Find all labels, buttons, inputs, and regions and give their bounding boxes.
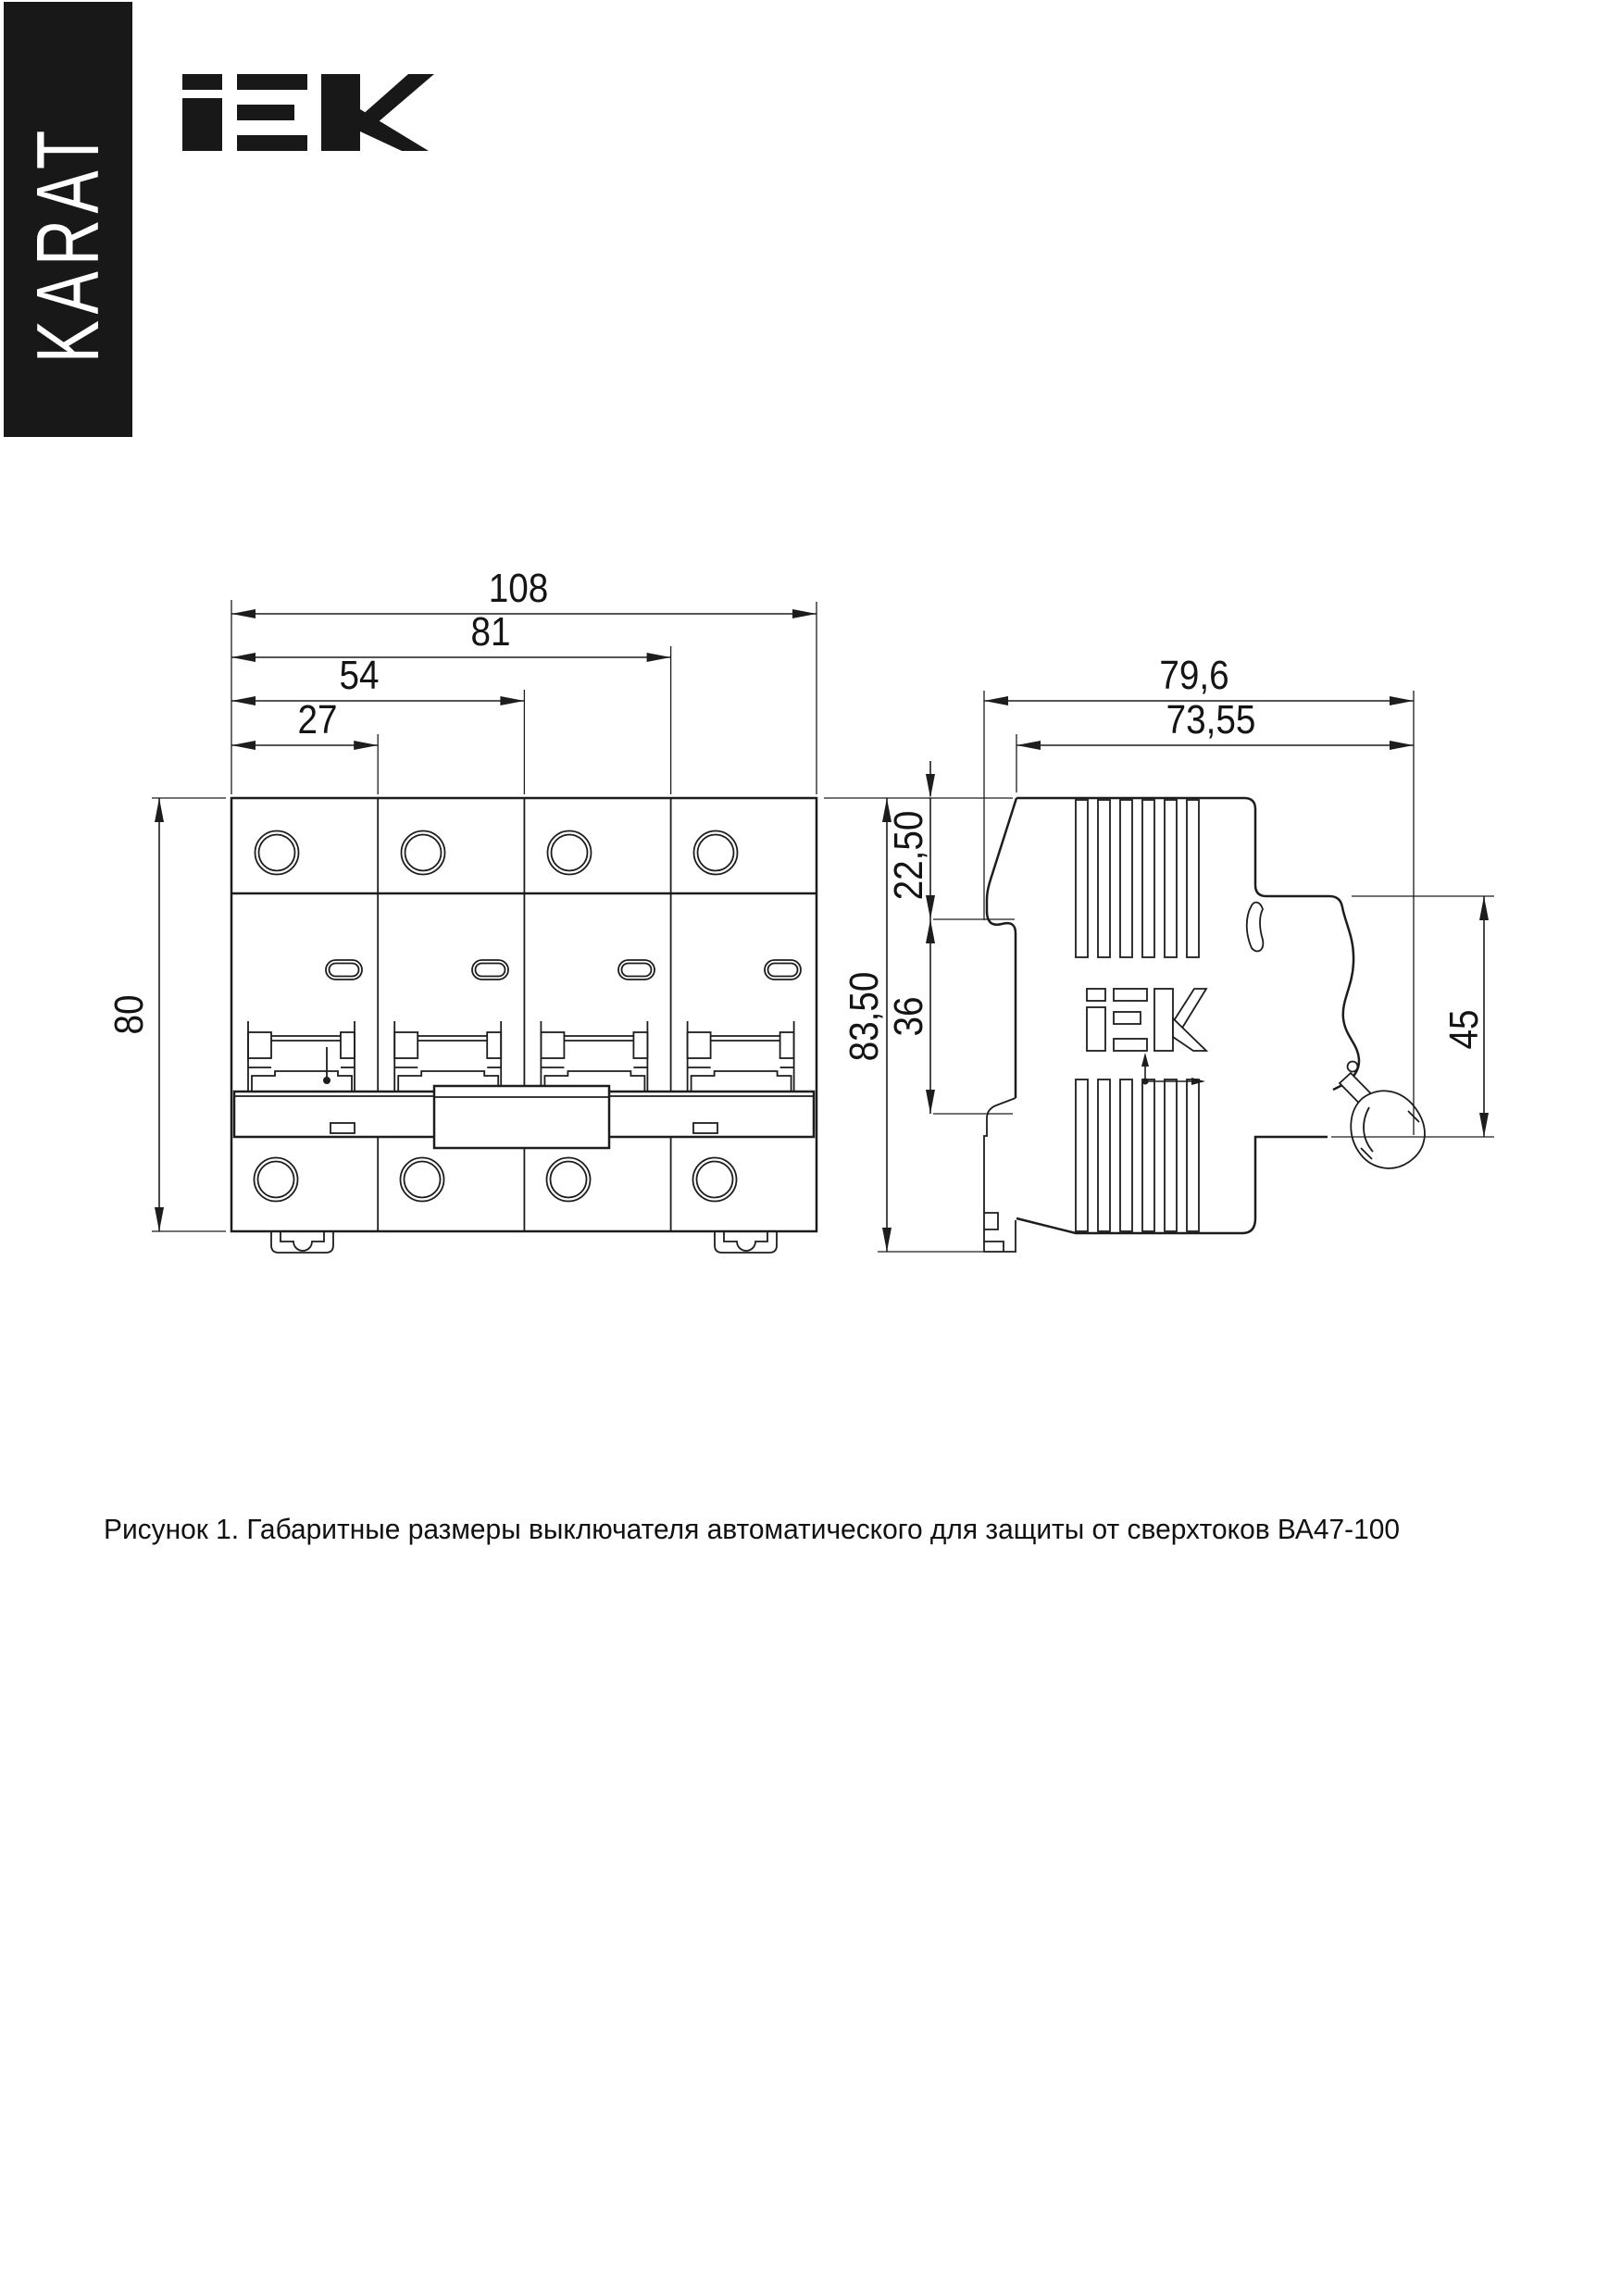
toggle-lever bbox=[1340, 1073, 1425, 1168]
side-body-bottom bbox=[1016, 1137, 1328, 1233]
front-view bbox=[231, 798, 817, 1253]
dim-height: 80 bbox=[105, 994, 152, 1035]
latch-slot bbox=[1247, 903, 1264, 952]
face-screw bbox=[1348, 1062, 1358, 1072]
karat-banner-label: KARAT bbox=[17, 124, 118, 363]
dim-mid-section: 36 bbox=[884, 996, 931, 1037]
dim-height-total: 83,50 bbox=[840, 971, 887, 1062]
iek-logo bbox=[182, 74, 434, 151]
side-iek-logo bbox=[1087, 989, 1206, 1051]
dim-width-1p: 27 bbox=[297, 695, 338, 742]
dim-width-2p: 54 bbox=[339, 651, 380, 698]
side-body-left bbox=[987, 798, 1016, 1098]
din-tabs bbox=[271, 1231, 777, 1253]
dim-depth-total: 79,6 bbox=[1159, 651, 1229, 698]
dim-top-section: 22,50 bbox=[884, 810, 931, 901]
side-view bbox=[984, 798, 1425, 1252]
dim-width-3p: 81 bbox=[470, 607, 511, 655]
karat-banner bbox=[4, 2, 132, 437]
figure-caption: Рисунок 1. Габаритные размеры выключателя автоматического для защиты от сверхтоков ВА47-100 bbox=[104, 1513, 1400, 1545]
dim-front-height: 45 bbox=[1440, 1009, 1487, 1050]
central-handle bbox=[434, 1086, 609, 1148]
din-clip bbox=[984, 1098, 1016, 1252]
vent-slots-top bbox=[1076, 800, 1199, 957]
dim-width-total: 108 bbox=[488, 564, 549, 611]
position-indicator-dot bbox=[323, 1077, 330, 1084]
dim-depth-body: 73,55 bbox=[1166, 695, 1256, 742]
vent-slots-bottom bbox=[1076, 1079, 1199, 1231]
